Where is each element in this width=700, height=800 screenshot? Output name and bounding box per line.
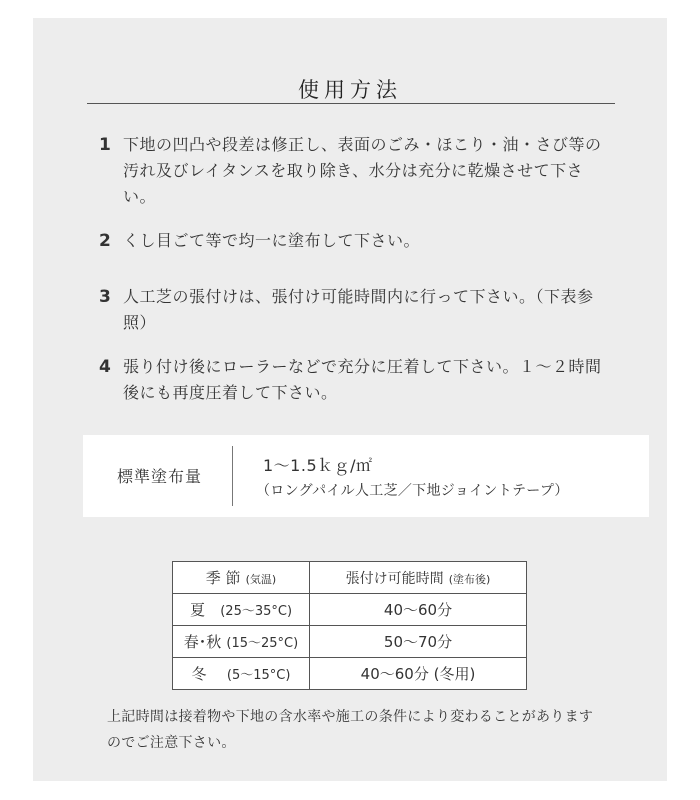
header-time: 張付け可能時間 (345, 570, 444, 587)
table-header-row (173, 562, 527, 594)
coverage-value: 1～1.5ｋｇ/㎡ (263, 456, 373, 475)
table-row (173, 658, 527, 690)
season-name: 春･秋 (183, 633, 222, 651)
step-text: 張り付け後にローラーなどで充分に圧着して下さい。１～２時間後にも再度圧着して下さい。 (123, 357, 602, 402)
page-title: 使用方法 (298, 78, 402, 102)
season-cell (173, 594, 310, 626)
time-cell: 40～60分 (冬用) (310, 658, 527, 690)
coverage-box (83, 435, 649, 517)
season-cell (173, 658, 310, 690)
header-time-sub: (塗布後) (448, 572, 491, 586)
header-season: 季 節 (205, 569, 241, 587)
season-cell (173, 626, 310, 658)
title-divider (87, 103, 615, 104)
season-name: 夏 (189, 601, 205, 619)
table-row (173, 594, 527, 626)
step-text: 下地の凹凸や段差は修正し、表面のごみ・ほこり・油・さび等の汚れ及びレイタンスを取り除き、水分は充分に乾燥させて下さい。 (123, 135, 602, 206)
header-season-cell (173, 562, 310, 594)
time-cell: 50～70分 (310, 626, 527, 658)
coverage-label: 標準塗布量 (117, 467, 203, 486)
header-time-cell (310, 562, 527, 594)
working-time-table (172, 561, 527, 690)
table-row (173, 626, 527, 658)
step-number: 4 (99, 357, 111, 377)
coverage-divider (232, 446, 233, 506)
coverage-note: （ロングパイル人工芝／下地ジョイントテープ） (256, 483, 569, 499)
step-number: 2 (99, 231, 111, 251)
season-temp: (25～35°C) (220, 604, 293, 619)
season-temp: (5～15°C) (226, 668, 291, 683)
step-text: 人工芝の張付けは、張付け可能時間内に行って下さい。（下表参照） (123, 287, 594, 332)
step-number: 1 (99, 135, 111, 155)
usage-panel (33, 18, 667, 781)
header-season-sub: (気温) (245, 573, 277, 586)
season-temp: (15～25°C) (226, 636, 299, 651)
season-name: 冬 (191, 665, 207, 683)
time-cell: 40～60分 (310, 594, 527, 626)
step-number: 3 (99, 287, 111, 307)
footnote: 上記時間は接着物や下地の含水率や施工の条件により変わることがありますのでご注意下さい。 (107, 709, 594, 751)
step-text: くし目ごて等で均一に塗布して下さい。 (123, 231, 421, 250)
